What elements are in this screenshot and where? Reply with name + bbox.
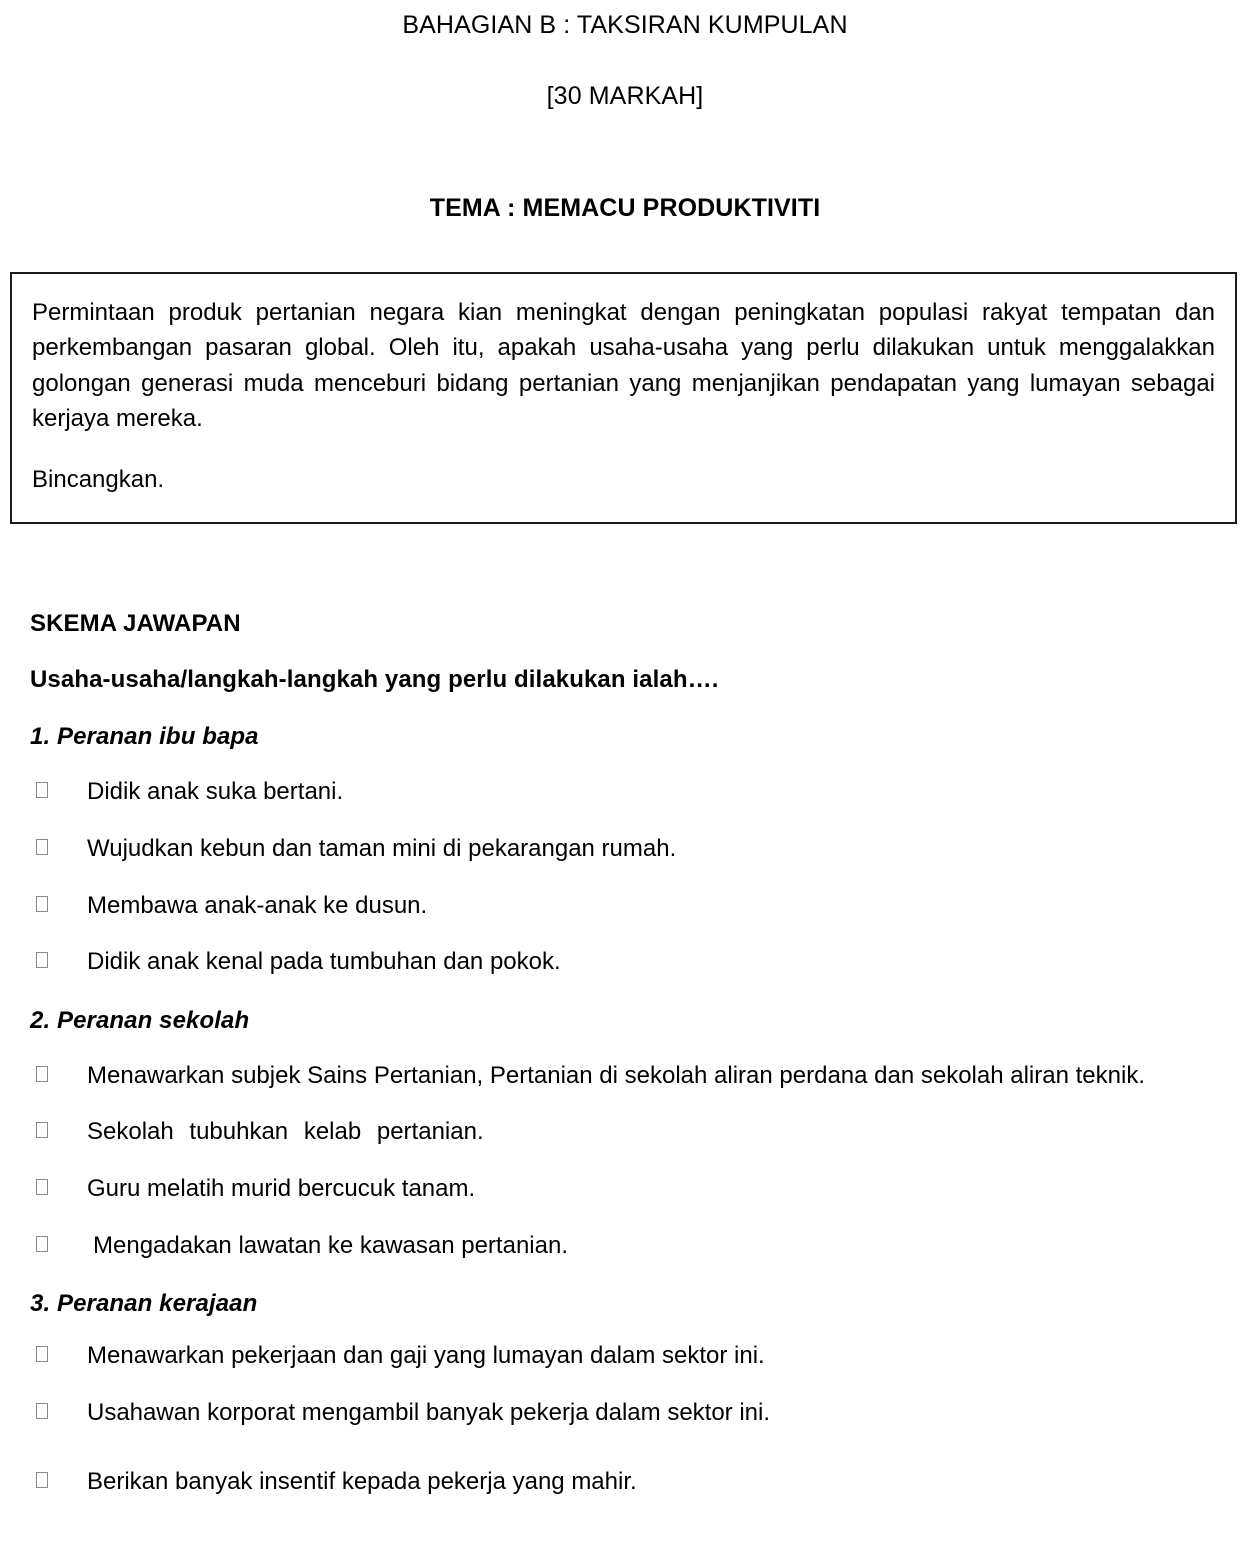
scheme-section-2 [30, 979, 1220, 1263]
empty-box-bullet-icon [36, 1472, 48, 1488]
question-instruction: Bincangkan. [32, 466, 165, 494]
list-item-label: Membawa anak-anak ke dusun. [87, 891, 428, 919]
bullet-list-1 [30, 752, 1220, 979]
empty-box-bullet-icon [36, 782, 48, 798]
scheme-lead-in: Usaha-usaha/langkah-langkah yang perlu dilakukan ialah…. [30, 666, 719, 694]
list-item [30, 1430, 1220, 1499]
list-item-label: Menawarkan subjek Sains Pertanian, Pertanian di sekolah aliran perdana dan sekolah aliran teknik. [87, 1061, 1145, 1089]
section-heading-2: 2. Peranan sekolah [30, 1006, 250, 1034]
list-item [30, 866, 1220, 923]
section-heading-3: 3. Peranan kerajaan [30, 1290, 258, 1318]
list-item-label: Mengadakan lawatan ke kawasan pertanian. [93, 1231, 568, 1259]
list-item-label: Guru melatih murid bercucuk tanam. [87, 1175, 476, 1203]
list-item [30, 809, 1220, 866]
page-title: BAHAGIAN B : TAKSIRAN KUMPULAN [402, 11, 848, 39]
scheme-title: SKEMA JAWAPAN [30, 610, 241, 638]
theme-heading: TEMA : MEMACU PRODUKTIVITI [429, 194, 821, 222]
empty-box-bullet-icon [36, 1122, 48, 1138]
list-item-label: Didik anak suka bertani. [87, 778, 344, 806]
list-item [30, 752, 1220, 809]
empty-box-bullet-icon [36, 1346, 48, 1362]
empty-box-bullet-icon [36, 839, 48, 855]
list-item [30, 1092, 1220, 1149]
list-item-label: Didik anak kenal pada tumbuhan dan pokok. [87, 948, 561, 976]
list-item [30, 1036, 1220, 1093]
list-item-label: Menawarkan pekerjaan dan gaji yang lumayan dalam sektor ini. [87, 1342, 765, 1370]
list-item-label: Berikan banyak insentif kepada pekerja yang mahir. [87, 1467, 637, 1495]
list-item [30, 1319, 1220, 1373]
bullet-list-3 [30, 1319, 1220, 1498]
empty-box-bullet-icon [36, 1066, 48, 1082]
bullet-list-2 [30, 1036, 1220, 1263]
question-paragraph: Permintaan produk pertanian negara kian meningkat dengan peningkatan populasi rakyat tempatan dan perkembangan pasaran global. Oleh itu, apakah usaha-usaha yang perlu dilakukan untuk menggalakkan golongan generasi muda menceburi bidang pertanian yang menjanjikan pendapatan yang lumayan sebagai kerjaya mereka. [32, 299, 1215, 432]
list-item [30, 1206, 1220, 1263]
list-item-label: Wujudkan kebun dan taman mini di pekarangan rumah. [87, 834, 677, 862]
list-item [30, 1149, 1220, 1206]
list-item [30, 1373, 1220, 1430]
empty-box-bullet-icon [36, 1236, 48, 1252]
list-item [30, 922, 1220, 979]
list-item-label: Usahawan korporat mengambil banyak pekerja dalam sektor ini. [87, 1398, 771, 1426]
empty-box-bullet-icon [36, 952, 48, 968]
empty-box-bullet-icon [36, 896, 48, 912]
answer-scheme [0, 524, 1250, 1498]
marks-label: [30 MARKAH] [546, 82, 704, 110]
scheme-section-1 [30, 695, 1220, 979]
question-box [10, 272, 1237, 524]
empty-box-bullet-icon [36, 1179, 48, 1195]
scheme-section-3 [30, 1262, 1220, 1498]
section-heading-1: 1. Peranan ibu bapa [30, 723, 259, 751]
list-item-label: Sekolah tubuhkan kelab pertanian. [87, 1118, 484, 1146]
empty-box-bullet-icon [36, 1403, 48, 1419]
